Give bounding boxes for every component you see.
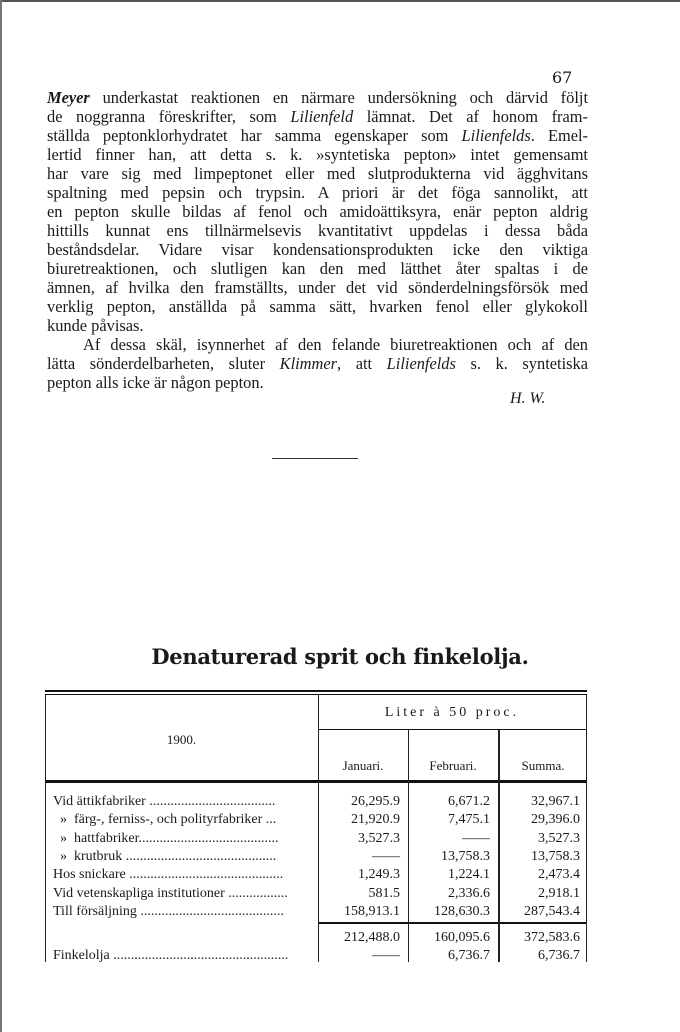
text-run: biuretreaktionen, och slutligen kan den med lätthet åter spaltas i de	[47, 259, 588, 278]
cell-value: ——	[462, 830, 490, 846]
cell-value: 6,736.7	[448, 948, 490, 963]
cell-value: 21,920.9	[351, 812, 400, 828]
text-line	[47, 259, 588, 278]
emphasized-name: Klimmer	[279, 354, 338, 373]
cell-value: 2,473.4	[538, 867, 580, 883]
cell-value: 287,543.4	[524, 903, 580, 919]
emphasized-name: Meyer	[47, 88, 90, 107]
text-run: . Emel-	[530, 126, 589, 145]
row-label: Vid vetenskapliga institutioner .................	[53, 885, 288, 901]
text-run: spaltning med pepsin och trypsin. A priori är det föga sannolikt, att	[47, 183, 588, 202]
cell-value: 3,527.3	[358, 830, 400, 846]
col-divider-1	[318, 695, 319, 962]
text-run: lämnat. Det af honom fram-	[353, 107, 588, 126]
text-line	[47, 316, 588, 335]
cell-value: 29,396.0	[531, 812, 580, 828]
text-line	[47, 145, 588, 164]
text-run: pepton alls icke är någon pepton.	[47, 373, 264, 392]
header-bottom-rule	[45, 780, 587, 783]
table-row	[45, 811, 587, 828]
text-run: lertid finner han, att detta s. k. »syntetiska pepton» intet gemensamt	[47, 145, 588, 164]
table-row-finkelolja	[45, 947, 587, 964]
cell-value: 1,249.3	[358, 867, 400, 883]
text-line	[47, 354, 588, 373]
scan-edge-top	[0, 0, 680, 2]
total-rule	[318, 922, 587, 924]
text-line	[47, 107, 588, 126]
text-run: beståndsdelar. Vidare visar kondensationsprodukten icke den viktiga	[47, 240, 588, 259]
text-line	[47, 335, 588, 354]
cell-value: 6,736.7	[538, 948, 580, 963]
text-line	[47, 278, 588, 297]
table-top-rule	[45, 690, 587, 692]
text-run: ställda peptonklorhydratet har samma egenskaper som	[47, 126, 462, 145]
text-run: verklig pepton, anställda på samma sätt, hvarken fenol eller glykokoll	[47, 297, 588, 316]
cell-value: 7,475.1	[448, 812, 490, 828]
table-row	[45, 793, 587, 810]
col-header-summa: Summa.	[521, 758, 565, 773]
cell-value: 581.5	[368, 885, 400, 901]
page-number: 67	[552, 68, 573, 87]
scan-edge-left	[0, 0, 2, 1032]
cell-value: 13,758.3	[531, 848, 580, 864]
table-right-border	[586, 695, 587, 962]
text-run: s. k. syntetiska	[455, 354, 588, 373]
cell-value: 3,527.3	[538, 830, 580, 846]
section-title: Denaturerad sprit och finkelolja.	[151, 644, 529, 669]
cell-value: 158,913.1	[344, 903, 400, 919]
body-text	[47, 88, 588, 392]
text-line	[47, 183, 588, 202]
text-run: de noggranna föreskrifter, som	[47, 107, 291, 126]
row-label: » hattfabriker........................................	[53, 830, 279, 846]
group-header-rule	[318, 729, 587, 730]
cell-value: 6,671.2	[448, 794, 490, 809]
cell-value: 212,488.0	[344, 930, 400, 945]
row-label: » färg-, ferniss-, och polityrfabriker ...	[53, 812, 277, 828]
text-line	[47, 240, 588, 259]
statistics-table	[45, 690, 587, 962]
text-run: har vare sig med limpeptonet eller med slutprodukterna vid ägghvitans	[47, 164, 588, 183]
table-row	[45, 885, 587, 902]
row-label: Hos snickare ............................................	[53, 867, 284, 883]
text-run: ämnen, af hvilka den framställts, under det vid sönderdelningsförsök med	[47, 278, 588, 297]
text-line	[47, 221, 588, 240]
group-header: Liter à 50 proc.	[384, 705, 520, 720]
cell-value: ——	[372, 948, 400, 963]
cell-value: 128,630.3	[434, 903, 490, 919]
cell-value: ——	[372, 848, 400, 864]
cell-value: 160,095.6	[434, 930, 490, 945]
year-header: 1900.	[166, 732, 197, 747]
cell-value: 372,583.6	[524, 930, 580, 945]
text-line	[47, 373, 588, 392]
text-run: lätta sönderdelbarheten, sluter	[47, 354, 280, 373]
row-label: » krutbruk ...........................................	[53, 848, 277, 864]
text-run: en pepton skulle bildas af fenol och amidoättiksyra, enär pepton aldrig	[47, 202, 588, 221]
table-row	[45, 848, 587, 865]
emphasized-name: Lilienfelds	[461, 126, 531, 145]
cell-value: 1,224.1	[448, 867, 490, 883]
text-run: underkastat reaktionen en närmare undersökning och därvid följt	[89, 88, 588, 107]
text-line	[47, 88, 588, 107]
table-row	[45, 830, 587, 847]
total-row	[45, 929, 587, 946]
section-divider	[272, 458, 358, 459]
row-label: Finkelolja ..................................................	[53, 948, 289, 963]
row-label: Vid ättikfabriker ....................................	[53, 794, 276, 809]
table-row	[45, 903, 587, 920]
text-run: Af dessa skäl, isynnerhet af den felande biuretreaktionen och af den	[83, 335, 588, 354]
text-run: hittills kunnat ens tillnärmelsevis kvantitativt uppdelas i dessa båda	[47, 221, 588, 240]
table-top-rule-thin	[45, 694, 587, 695]
signature: H. W.	[510, 390, 546, 407]
cell-value: 26,295.9	[351, 794, 400, 809]
cell-value: 13,758.3	[441, 848, 490, 864]
text-run: kunde påvisas.	[47, 316, 144, 335]
emphasized-name: Lilienfeld	[290, 107, 354, 126]
text-line	[47, 202, 588, 221]
text-line	[47, 126, 588, 145]
row-label: Till försäljning .........................................	[53, 903, 284, 919]
emphasized-name: Lilienfelds	[386, 354, 456, 373]
text-run: , att	[337, 354, 387, 373]
text-line	[47, 297, 588, 316]
text-line	[47, 164, 588, 183]
cell-value: 2,918.1	[538, 885, 580, 901]
col-header-februari: Februari.	[429, 758, 477, 773]
col-header-januari: Januari.	[342, 758, 384, 773]
cell-value: 2,336.6	[448, 885, 490, 901]
table-row	[45, 866, 587, 883]
cell-value: 32,967.1	[531, 794, 580, 809]
